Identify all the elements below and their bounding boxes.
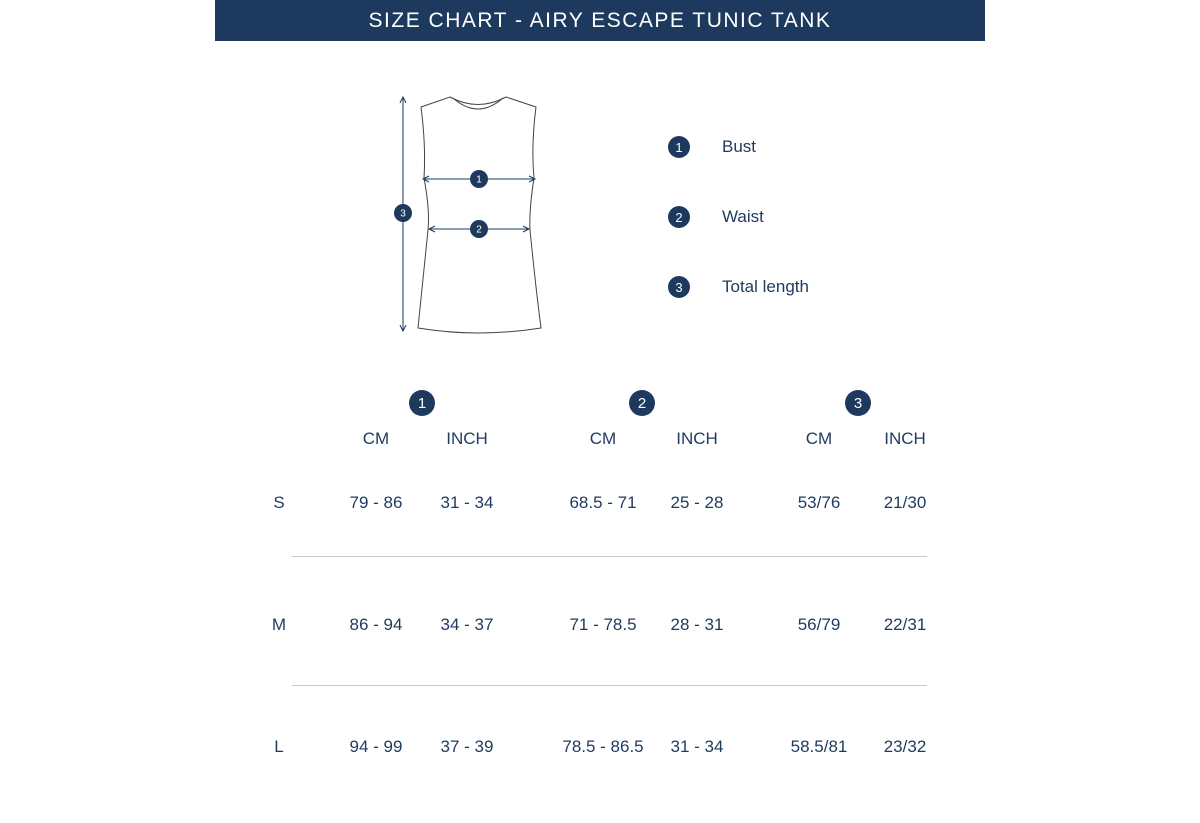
column-badge-length: 3 — [845, 390, 871, 416]
unit-header-bust-cm: CM — [362, 429, 390, 448]
table-cell: 37 - 39 — [440, 737, 494, 756]
table-cell: 25 - 28 — [670, 493, 724, 512]
table-cell: 58.5/81 — [790, 737, 848, 756]
table-cell: 78.5 - 86.5 — [562, 737, 644, 756]
column-badge-bust: 1 — [409, 390, 435, 416]
diagram-marker-2 — [470, 220, 488, 238]
svg-text:1: 1 — [476, 174, 482, 186]
unit-header-length-inch: INCH — [884, 429, 926, 448]
table-cell: 94 - 99 — [349, 737, 403, 756]
size-label-s: S — [273, 493, 285, 512]
table-cell: 86 - 94 — [349, 615, 403, 634]
table-cell: 56/79 — [797, 615, 841, 634]
legend-label: Total length — [722, 277, 809, 296]
legend-item-total-length — [668, 276, 809, 298]
size-label-m: M — [271, 615, 287, 634]
table-cell: 79 - 86 — [349, 493, 403, 512]
table-cell: 71 - 78.5 — [569, 615, 637, 634]
table-cell: 34 - 37 — [440, 615, 494, 634]
legend-item-waist — [668, 206, 764, 228]
diagram-marker-1 — [470, 170, 488, 188]
table-cell: 23/32 — [883, 737, 927, 756]
table-cell: 22/31 — [883, 615, 927, 634]
tank-top-diagram — [388, 90, 548, 340]
table-cell: 53/76 — [797, 493, 841, 512]
row-divider — [292, 556, 927, 557]
unit-header-bust-inch: INCH — [446, 429, 488, 448]
table-cell: 68.5 - 71 — [569, 493, 637, 512]
svg-text:2: 2 — [476, 224, 482, 236]
svg-text:3: 3 — [400, 208, 406, 220]
number-badge: 3 — [668, 276, 690, 298]
table-cell: 31 - 34 — [440, 493, 494, 512]
garment-outline — [418, 97, 541, 333]
diagram-marker-3 — [394, 204, 412, 222]
table-cell: 28 - 31 — [670, 615, 724, 634]
legend-label: Waist — [722, 207, 764, 226]
garment-neckline — [453, 98, 503, 109]
legend-label: Bust — [722, 137, 757, 156]
number-badge: 1 — [668, 136, 690, 158]
size-label-l: L — [274, 737, 284, 756]
legend-item-bust — [668, 136, 757, 158]
number-badge: 2 — [668, 206, 690, 228]
unit-header-waist-inch: INCH — [676, 429, 718, 448]
table-cell: 21/30 — [883, 493, 927, 512]
unit-header-waist-cm: CM — [589, 429, 617, 448]
unit-header-length-cm: CM — [805, 429, 833, 448]
column-badge-waist: 2 — [629, 390, 655, 416]
size-chart-title: SIZE CHART - AIRY ESCAPE TUNIC TANK — [215, 0, 985, 41]
row-divider — [292, 685, 927, 686]
table-cell: 31 - 34 — [670, 737, 724, 756]
